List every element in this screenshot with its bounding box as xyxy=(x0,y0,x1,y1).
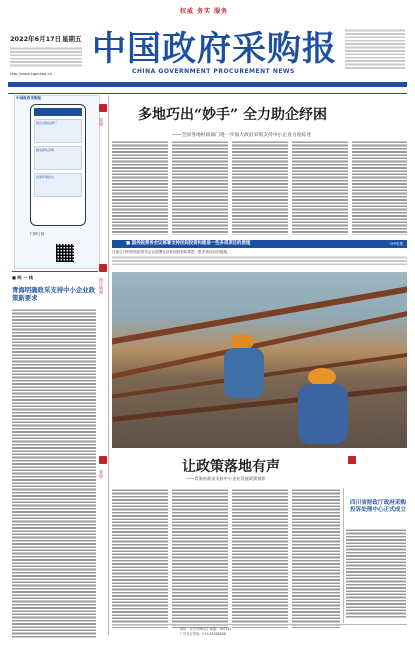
issue-weekday: 星期五 xyxy=(62,35,82,43)
section-marker-icon xyxy=(99,104,107,112)
side-rule xyxy=(12,271,98,272)
photo-text: 日前召开的国务院常务会议部署支持民间投资和推进一批多项项目的措施。 xyxy=(112,250,231,254)
photo-worker-2 xyxy=(298,384,348,444)
main-article-col-1 xyxy=(112,140,168,235)
website-url[interactable]: http://www.cgpnews.cn xyxy=(10,72,52,76)
masthead-slogan: 权威 务实 服务 xyxy=(180,8,229,15)
bottom-section-marker-icon xyxy=(99,456,107,464)
issue-date: 2022年6月17日 xyxy=(10,35,62,43)
column-divider xyxy=(108,95,109,635)
right-article-body xyxy=(346,528,406,618)
mid-article-col-3 xyxy=(232,488,288,628)
footer-line-2: 广告发行热线：010-88388888 xyxy=(180,631,226,636)
right-column-divider xyxy=(343,488,344,623)
news-photo[interactable] xyxy=(112,272,407,448)
mid-article-col-1 xyxy=(112,488,168,628)
photo-caption: ■ 国务院常务会议部署支持民间投资和推进一些多项项目的措施 xyxy=(126,241,251,246)
phone-item-2: 推动绿色采购 xyxy=(34,146,82,170)
photo-text-lines xyxy=(112,255,407,267)
main-article-subtitle: ——全国各地财政部门进一步加大政府采购支持中小企业力度综述 xyxy=(172,133,312,138)
phone-item-1: 政府采购法修订 xyxy=(34,119,82,143)
main-article-col-4 xyxy=(292,140,348,235)
main-article-title[interactable]: 多地巧出“妙手” 全力助企纾困 xyxy=(138,107,327,123)
main-article-col-3 xyxy=(232,140,288,235)
masthead-title: 中国政府采购报 xyxy=(92,29,337,69)
mid-article-col-2 xyxy=(172,488,228,628)
mid-article-col-4 xyxy=(292,488,340,628)
qr-code-icon[interactable] xyxy=(56,244,74,262)
phone-header-bar xyxy=(34,108,82,116)
subscribe-label: 扫码订阅 xyxy=(30,232,45,236)
footer xyxy=(180,627,410,636)
mid-article-title[interactable]: 让政策落地有声 xyxy=(182,459,280,475)
issue-meta xyxy=(10,46,82,70)
masthead-right-info xyxy=(345,28,405,70)
footer-line-1: 地址：北京市海淀区 邮编：100142 xyxy=(180,627,232,631)
right-article-title[interactable]: 四川省财政厅政府采购投诉处理中心正式成立 xyxy=(350,500,406,513)
photo-worker-1 xyxy=(224,348,264,398)
right-section-marker-icon xyxy=(348,456,356,464)
side-article-body xyxy=(12,308,96,638)
phone-item-3: 营商环境优化 xyxy=(34,173,82,197)
photo-text-block xyxy=(112,250,407,268)
section-label-photo: 图片新闻 xyxy=(99,278,104,294)
masthead-sub-rule xyxy=(8,88,407,94)
side-section-head: ■ 明 一 线 xyxy=(12,275,33,280)
photo-rebar-1 xyxy=(112,283,407,348)
main-article-col-2 xyxy=(172,140,228,235)
section-label-bottom: 要闻 xyxy=(99,470,104,478)
mid-article-subtitle: ——青海省政采支持中小企业发展政策掠影 xyxy=(186,476,266,481)
issue-meta-lines xyxy=(10,46,82,68)
phone-mockup xyxy=(30,104,86,226)
photo-caption-bar xyxy=(112,240,407,248)
footer-rule xyxy=(112,624,407,625)
masthead-rule xyxy=(8,82,407,87)
section-label-top: 要闻 xyxy=(99,118,104,126)
masthead-subtitle-en: CHINA GOVERNMENT PROCUREMENT NEWS xyxy=(132,68,295,75)
app-promo-label: 中国政府采购报 xyxy=(16,96,42,100)
photo-section-marker-icon xyxy=(99,264,107,272)
side-article-title[interactable]: 青海明确政采支持中小企业政策新要求 xyxy=(12,286,96,302)
main-article-col-5 xyxy=(352,140,407,235)
photo-credit: CFP供图 xyxy=(389,242,403,246)
